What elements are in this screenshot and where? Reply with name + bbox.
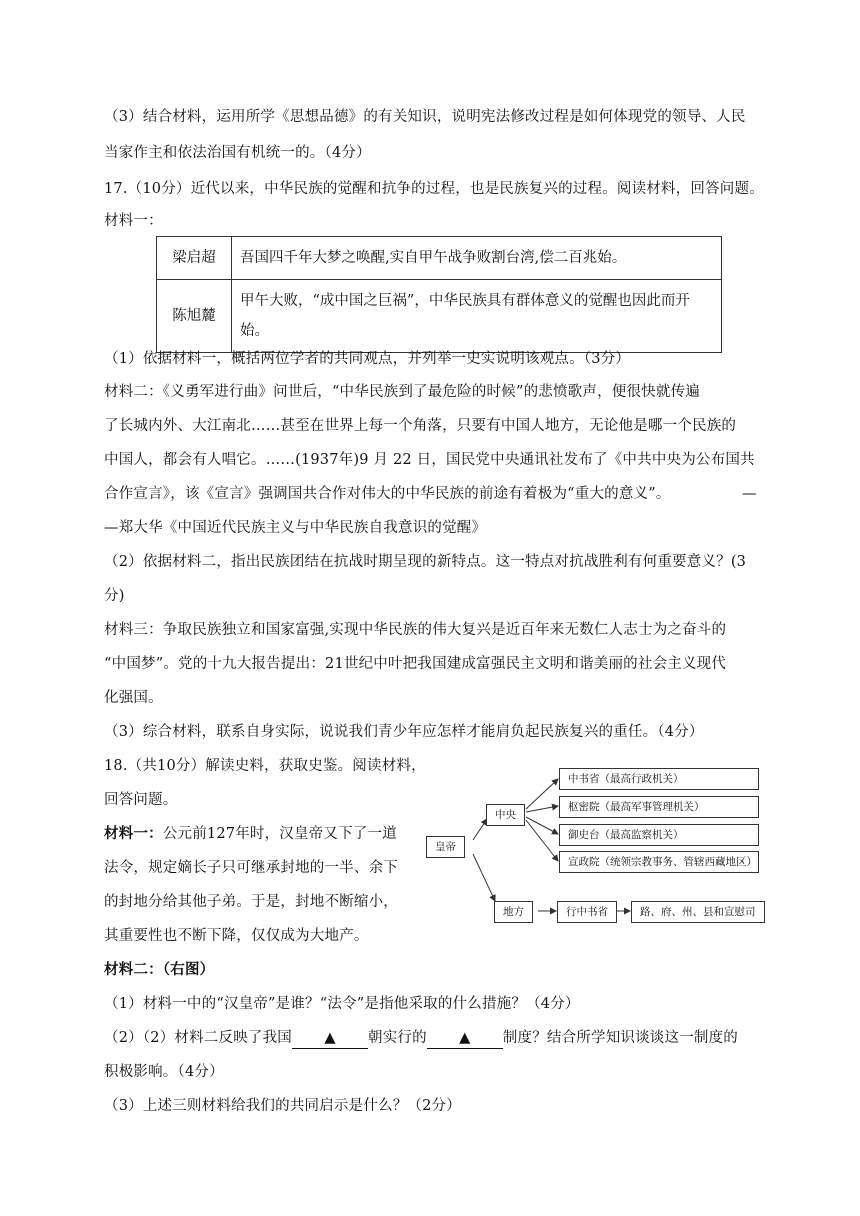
q18-sub2-line2: 积极影响。（4分） [104, 1064, 224, 1080]
central-org-secretariat: 中书省（最高行政机关） [559, 768, 759, 790]
q18-sub2-part-b: 朝实行的 [368, 1030, 427, 1046]
central-box: 中央 [486, 804, 525, 826]
central-org-xuanzheng: 宣政院（统领宗教事务、管辖西藏地区） [559, 851, 759, 873]
q18-m1-line2: 法令，规定嫡长子只可继承封地的一半、余下 [104, 860, 398, 876]
q18-m1-line3: 的封地分给其他子弟。于是，封地不断缩小， [104, 894, 398, 910]
answer-blank-system[interactable]: ▲ [427, 1028, 503, 1049]
q17-stem: 17.（10分）近代以来，中华民族的觉醒和抗争的过程，也是民族复兴的过程。阅读材料，回答问题。 [104, 181, 764, 197]
q18-sub2-part-c: 制度？结合所学知识谈谈这一制度的 [502, 1030, 739, 1046]
q17-m3-line2: “中国梦”。党的十九大报告提出：21世纪中叶把我国建成富强民主文明和谐美丽的社会主义现代 [104, 656, 727, 672]
q17-m3-line3: 化强国。 [104, 690, 163, 706]
central-org-military: 枢密院（最高军事管理机关） [559, 796, 759, 818]
q17-sub2-line2: 分) [104, 588, 125, 604]
q17-sub2-line1: （2）依据材料二，指出民族团结在抗战时期呈现的新特点。这一特点对抗战胜利有何重要意义？(3 [104, 554, 747, 570]
scholar-name: 梁启超 [157, 237, 232, 280]
q16-sub3-line1: （3）结合材料，运用所学《思想品德》的有关知识，说明宪法修改过程是如何体现党的领导、人民 [104, 109, 746, 125]
q17-material1-label: 材料一： [104, 213, 163, 229]
q18-m1-label: 材料一： [104, 825, 163, 842]
q18-stem-line1: 18.（共10分）解读史料，获取史鉴。阅读材料， [104, 758, 426, 774]
subunits-box: 路、府、州、县和宣慰司 [631, 901, 765, 923]
material1-table [156, 236, 722, 353]
q18-sub2-part-a: （2）（2）材料二反映了我国 [104, 1030, 292, 1046]
q17-m2-source: —郑大华《中国近代民族主义与中华民族自我意识的觉醒》 [104, 520, 487, 536]
scholar-quote: 吾国四千年大梦之唤醒,实自甲午战争败割台湾,偿二百兆始。 [232, 237, 722, 280]
table-row [157, 280, 722, 353]
scholar-quote-line2: 始。 [240, 323, 269, 339]
table-row [157, 237, 722, 280]
province-box: 行中书省 [557, 901, 617, 923]
q17-m2-line2: 了长城内外、大江南北……甚至在世界上每一个角落，只要有中国人地方，无论他是哪一个民族的 [104, 418, 737, 434]
emperor-box: 皇帝 [426, 836, 465, 858]
scholar-name: 陈旭麓 [157, 280, 232, 353]
q17-m2-line4: 合作宣言》，该《宣言》强调国共合作对伟大的中华民族的前途有着极为“重大的意义”。 [104, 486, 671, 502]
q18-m2-label: 材料二：（右图） [104, 961, 215, 978]
q18-sub2-line1 [104, 1028, 764, 1049]
answer-blank-dynasty[interactable]: ▲ [292, 1028, 368, 1049]
q17-sub1: （1）依据材料一，概括两位学者的共同观点，并列举一史实说明该观点。（3分） [104, 351, 631, 367]
scholar-quote-line1: 甲午大败，“成中国之巨祸”，中华民族具有群体意义的觉醒也因此而开 [240, 293, 690, 309]
q16-sub3-line2: 当家作主和依法治国有机统一的。（4分） [104, 145, 371, 161]
scholar-quote [232, 280, 722, 353]
yuan-administration-diagram [424, 762, 764, 932]
q17-m2-dash: — [742, 486, 757, 502]
q18-sub1: （1）材料一中的“汉皇帝”是谁？“法令”是指他采取的什么措施？（4分） [104, 996, 580, 1012]
q18-m1-line4: 其重要性也不断下降，仅仅成为大地产。 [104, 928, 369, 944]
q17-m2-line3: 中国人，都会有人唱它。……(1937年)9 月 22 日，国民党中央通讯社发布了《中共中央为公布国共 [104, 452, 755, 468]
q17-sub3: （3）综合材料，联系自身实际，说说我们青少年应怎样才能肩负起民族复兴的重任。（4分） [104, 724, 704, 740]
local-box: 地方 [494, 901, 533, 923]
q17-m3-line1: 材料三：争取民族独立和国家富强,实现中华民族的伟大复兴是近百年来无数仁人志士为之奋斗的 [104, 622, 727, 638]
q17-m2-line1: 材料二：《义勇军进行曲》问世后，“中华民族到了最危险的时候”的悲愤歌声，便很快就传遍 [104, 384, 700, 400]
central-org-censorate: 御史台（最高监察机关） [559, 824, 759, 846]
q18-sub3: （3）上述三则材料给我们的共同启示是什么？（2分） [104, 1098, 461, 1114]
q18-m1-text: 公元前127年时，汉皇帝又下了一道 [162, 826, 397, 842]
q18-stem-line2: 回答问题。 [104, 792, 178, 808]
